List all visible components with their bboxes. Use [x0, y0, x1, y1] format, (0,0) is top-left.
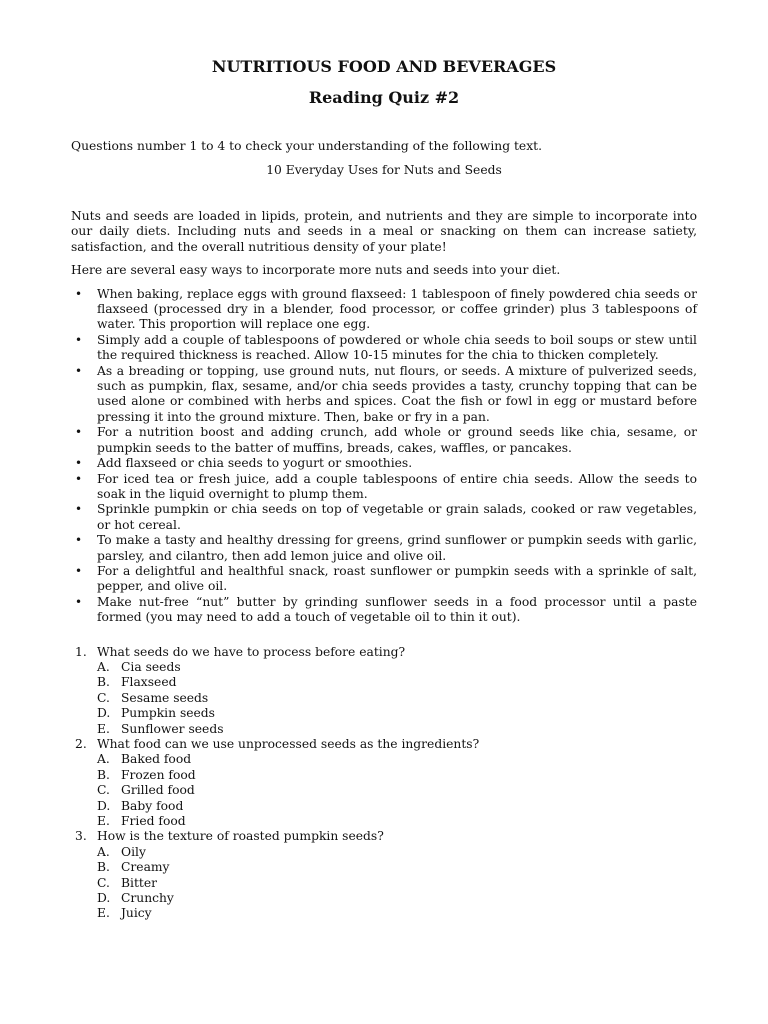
tip-text: Sprinkle pumpkin or chia seeds on top of vegetable or grain salads, cooked or raw vegetables, or hot cereal. [97, 502, 697, 532]
option-text: Sesame seeds [121, 690, 209, 705]
answer-option[interactable] [97, 814, 697, 829]
tip-text: As a breading or topping, use ground nuts, nut flours, or seeds. A mixture of pulverized seeds, such as pumpkin, flax, sesame, and/or chia seeds provides a tasty, crunchy topping that can be used alone or combined with herbs and spices. Coat the fish or fowl in egg or mustard before pressing it into the ground mixture. Then, bake or fry in a pan. [97, 363, 697, 424]
option-letter: A. [97, 844, 110, 859]
bullet-icon: • [75, 332, 83, 347]
option-text: Bitter [121, 875, 158, 890]
option-letter: D. [97, 706, 111, 721]
tip-item [71, 364, 697, 426]
tip-text: For a nutrition boost and adding crunch, add whole or ground seeds like chia, sesame, or pumpkin seeds to the batter of muffins, breads, cakes, waffles, or pancakes. [97, 425, 697, 455]
bullet-icon: • [75, 594, 83, 609]
instructions: Questions number 1 to 4 to check your understanding of the following text. [71, 139, 542, 153]
question-item [71, 737, 697, 829]
option-text: Pumpkin seeds [121, 706, 215, 721]
tip-text: Simply add a couple of tablespoons of powdered or whole chia seeds to boil soups or stew until the required thickness is reached. Allow 10-15 minutes for the chia to thicken completely. [97, 332, 697, 363]
reading-paragraph-2: Here are several easy ways to incorporate more nuts and seeds into your diet. [71, 263, 561, 278]
option-text: Oily [121, 844, 146, 859]
option-letter: B. [97, 860, 110, 875]
tip-text: For iced tea or fresh juice, add a couple tablespoons of entire chia seeds. Allow the seeds to soak in the liquid overnight to plump them. [97, 471, 697, 501]
question-text: What seeds do we have to process before eating? [97, 644, 406, 659]
bullet-icon: • [75, 502, 83, 517]
option-letter: B. [97, 767, 110, 782]
answer-option[interactable] [97, 906, 697, 921]
bullet-icon: • [75, 456, 83, 471]
option-text: Flaxseed [121, 675, 177, 690]
option-letter: D. [97, 798, 111, 813]
tip-text: To make a tasty and healthy dressing for greens, grind sunflower or pumpkin seeds with garlic, parsley, and cilantro, then add lemon juice and olive oil. [97, 533, 697, 563]
question-number: 1. [75, 644, 87, 659]
option-letter: B. [97, 675, 110, 690]
answer-option[interactable] [97, 845, 697, 860]
tips-list [71, 287, 697, 626]
document-title: NUTRITIOUS FOOD AND BEVERAGES [211, 57, 557, 76]
option-text: Grilled food [121, 783, 195, 798]
tip-item [71, 287, 697, 333]
bullet-icon: • [75, 286, 83, 301]
question-number: 2. [75, 737, 87, 751]
answer-option[interactable] [97, 675, 697, 690]
bullet-icon: • [75, 533, 83, 548]
tip-item [71, 564, 697, 595]
option-text: Juicy [121, 906, 152, 921]
bullet-icon: • [75, 471, 83, 486]
answer-option[interactable] [97, 722, 697, 737]
answer-option[interactable] [97, 660, 697, 675]
option-letter: A. [97, 752, 110, 767]
option-letter: E. [97, 721, 110, 736]
tip-item [71, 425, 697, 456]
quiz-subtitle: Reading Quiz #2 [308, 88, 460, 107]
answer-option[interactable] [97, 860, 697, 875]
option-letter: C. [97, 875, 110, 890]
option-text: Baked food [121, 752, 192, 767]
option-text: Frozen food [121, 767, 196, 782]
option-text: Creamy [121, 860, 170, 875]
option-text: Crunchy [121, 891, 174, 906]
option-letter: E. [97, 814, 110, 829]
option-letter: A. [97, 659, 110, 674]
answer-option[interactable] [97, 752, 697, 767]
bullet-icon: • [75, 563, 83, 578]
answer-option[interactable] [97, 783, 697, 798]
tip-item [71, 472, 697, 503]
option-letter: D. [97, 891, 111, 906]
option-letter: C. [97, 783, 110, 798]
option-letter: E. [97, 906, 110, 921]
question-item [71, 829, 697, 921]
question-text: What food can we use unprocessed seeds as the ingredients? [97, 737, 480, 751]
answer-option[interactable] [97, 891, 697, 906]
question-number: 3. [75, 829, 87, 844]
question-item [71, 645, 697, 737]
option-text: Fried food [121, 814, 186, 829]
answer-option[interactable] [97, 876, 697, 891]
tip-item [71, 533, 697, 564]
tip-text: When baking, replace eggs with ground flaxseed: 1 tablespoon of finely powdered chia seeds or flaxseed (processed dry in a blender, food processor, or coffee grinder) plus 3 tablespoons of water. This proportion will replace one egg. [97, 286, 697, 332]
option-letter: C. [97, 690, 110, 705]
answer-options [97, 660, 697, 737]
answer-option[interactable] [97, 768, 697, 783]
reading-title: 10 Everyday Uses for Nuts and Seeds [266, 163, 502, 177]
answer-option[interactable] [97, 706, 697, 721]
option-text: Baby food [121, 798, 184, 813]
question-text: How is the texture of roasted pumpkin seeds? [97, 829, 384, 844]
answer-option[interactable] [97, 691, 697, 706]
answer-options [97, 752, 697, 829]
tip-text: Add flaxseed or chia seeds to yogurt or smoothies. [97, 456, 413, 471]
tip-item [71, 595, 697, 626]
tip-item [71, 502, 697, 533]
questions-list [71, 645, 697, 922]
reading-paragraph-1: Nuts and seeds are loaded in lipids, protein, and nutrients and they are simple to incorporate into our daily diets. Including nuts and seeds in a meal or snacking on them can increase satiety, satisfaction, and the overall nutritious density of your plate! [71, 209, 697, 254]
answer-options [97, 845, 697, 922]
tip-item [71, 333, 697, 364]
tip-text: For a delightful and healthful snack, roast sunflower or pumpkin seeds with a sprinkle of salt, pepper, and olive oil. [97, 563, 697, 594]
tip-text: Make nut-free “nut” butter by grinding sunflower seeds in a food processor until a paste formed (you may need to add a touch of vegetable oil to thin it out). [97, 594, 697, 625]
option-text: Sunflower seeds [121, 721, 224, 736]
bullet-icon: • [75, 425, 83, 440]
option-text: Cia seeds [121, 659, 181, 674]
answer-option[interactable] [97, 799, 697, 814]
tip-item [71, 456, 697, 471]
bullet-icon: • [75, 363, 83, 378]
